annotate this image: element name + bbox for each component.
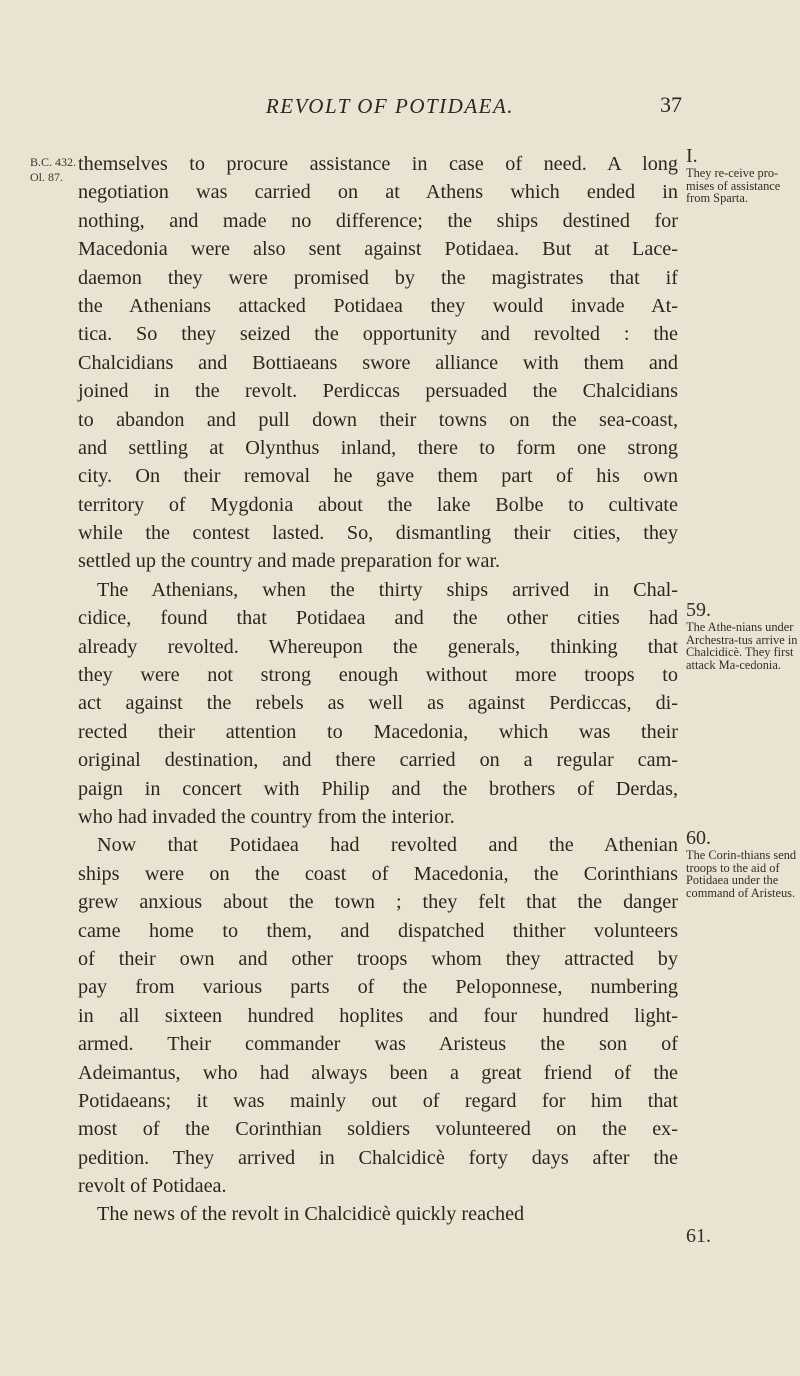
margin-note-text: The Athe-nians under Archestra-tus arrive in Chalcidicè. They first attack Ma-cedonia. xyxy=(686,619,798,673)
text-line: revolt of Potidaea. xyxy=(78,1175,227,1198)
section-number: 59. xyxy=(686,599,711,621)
text-line: Adeimantus, who had always been a great friend of the xyxy=(78,1061,678,1084)
text-line: to abandon and pull down their towns on the sea-coast, xyxy=(78,408,678,431)
text-line: and settling at Olynthus inland, there to form one strong xyxy=(78,436,678,459)
text-line: grew anxious about the town ; they felt that the danger xyxy=(78,891,678,914)
margin-note-4 xyxy=(678,1225,798,1247)
text-line: territory of Mygdonia about the lake Bolbe to cultivate xyxy=(78,493,678,516)
text-line: rected their attention to Macedonia, which was their xyxy=(78,720,678,743)
text-line: Macedonia were also sent against Potidaea. But at Lace- xyxy=(78,238,678,261)
text-line: Chalcidians and Bottiaeans swore alliance with them and xyxy=(78,351,678,374)
text-line: Potidaeans; it was mainly out of regard for him that xyxy=(78,1089,678,1112)
running-title: REVOLT OF POTIDAEA. xyxy=(265,94,515,118)
text-line: themselves to procure assistance in case of need. A long xyxy=(78,153,678,175)
text-line: ships were on the coast of Macedonia, the Corinthians xyxy=(78,862,678,885)
text-line: The news of the revolt in Chalcidicè quickly reached xyxy=(97,1203,525,1226)
page-number: 37 xyxy=(660,92,682,117)
text-line: they were not strong enough without more troops to xyxy=(78,664,678,687)
text-line: armed. Their commander was Aristeus the son of xyxy=(78,1033,678,1056)
bc-year: B.C. 432. xyxy=(30,155,77,169)
margin-note-2 xyxy=(678,599,798,673)
text-line: daemon they were promised by the magistrates that if xyxy=(78,266,678,289)
text-line: tica. So they seized the opportunity and revolted : the xyxy=(78,323,678,346)
text-line: Now that Potidaea had revolted and the Athenian xyxy=(97,834,678,857)
text-line: cidice, found that Potidaea and the other cities had xyxy=(78,607,678,630)
margin-note-text: They re-ceive pro-mises of assistance from Sparta. xyxy=(686,165,781,206)
text-line: the Athenians attacked Potidaea they would invade At- xyxy=(78,294,678,317)
text-line: while the contest lasted. So, dismantling their cities, they xyxy=(78,522,678,545)
margin-note-text: The Corin-thians send troops to the aid of Potidaea under the command of Aristeus. xyxy=(686,847,797,901)
text-line: act against the rebels as well as against Perdiccas, di- xyxy=(78,692,678,715)
date-margin xyxy=(30,155,76,185)
text-line: already revolted. Whereupon the generals, thinking that xyxy=(78,635,678,658)
text-line: who had invaded the country from the interior. xyxy=(78,805,455,828)
text-line: negotiation was carried on at Athens which ended in xyxy=(78,181,678,204)
margin-note-3 xyxy=(678,827,798,901)
olympiad: Ol. 87. xyxy=(30,170,63,184)
section-number: 61. xyxy=(686,1225,711,1247)
running-header xyxy=(0,94,800,119)
text-line: most of the Corinthian soldiers volunteered on the ex- xyxy=(78,1118,678,1141)
text-line: joined in the revolt. Perdiccas persuaded the Chalcidians xyxy=(78,380,678,403)
text-line: nothing, and made no difference; the ships destined for xyxy=(78,209,678,232)
text-line: paign in concert with Philip and the brothers of Derdas, xyxy=(78,777,678,800)
text-line: city. On their removal he gave them part of his own xyxy=(78,465,678,488)
margin-note-1 xyxy=(678,145,798,206)
text-line: The Athenians, when the thirty ships arrived in Chal- xyxy=(97,578,678,601)
text-line: in all sixteen hundred hoplites and four hundred light- xyxy=(78,1004,678,1027)
section-number: 60. xyxy=(686,827,711,849)
text-line: settled up the country and made preparation for war. xyxy=(78,550,501,573)
text-line: pay from various parts of the Peloponnese, numbering xyxy=(78,976,678,999)
text-line: came home to them, and dispatched thither volunteers xyxy=(78,919,678,942)
text-line: pedition. They arrived in Chalcidicè forty days after the xyxy=(78,1146,678,1169)
section-number: I. xyxy=(686,145,698,167)
text-line: of their own and other troops whom they attracted by xyxy=(78,947,678,970)
text-line: original destination, and there carried on a regular cam- xyxy=(78,749,678,772)
body-text xyxy=(78,150,678,1229)
